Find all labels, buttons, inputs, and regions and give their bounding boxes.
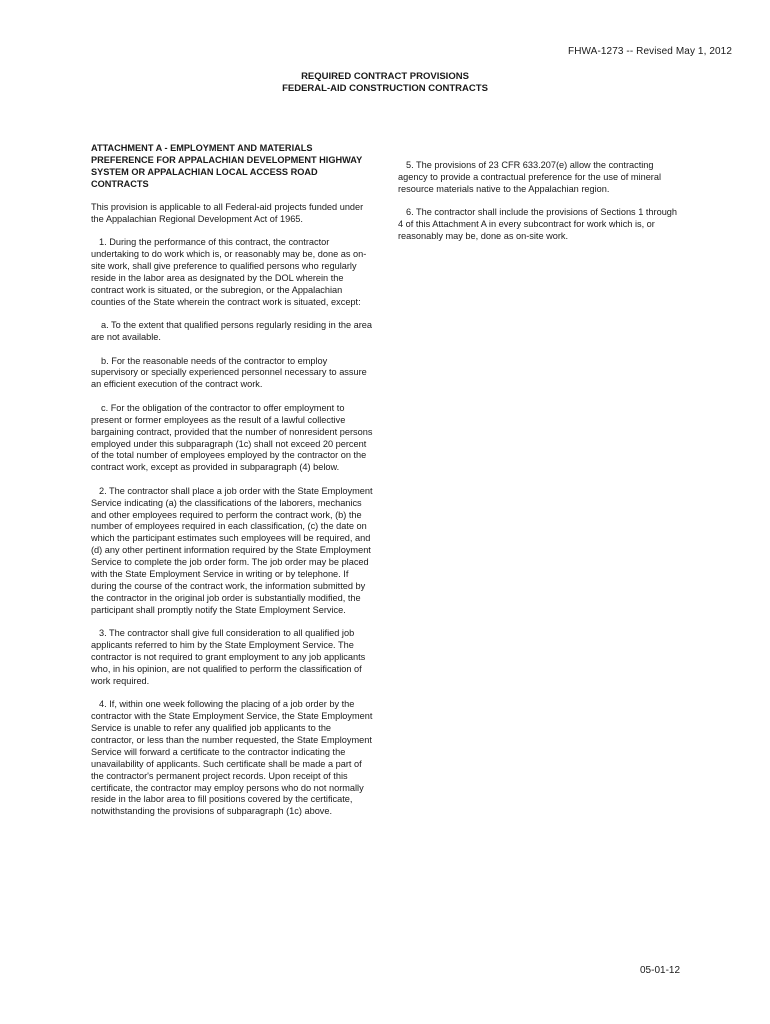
paragraph-1b: b. For the reasonable needs of the contractor to employ supervisory or specially experienced personnel necessary to assure an efficient execution of the contract work. xyxy=(91,355,367,390)
attachment-heading: ATTACHMENT A - EMPLOYMENT AND MATERIALS PREFERENCE FOR APPALACHIAN DEVELOPMENT HIGHWAY SYSTEM OR APPALACHIAN LOCAL ACCESS ROAD CONTRACTS xyxy=(91,143,363,189)
paragraph-5: 5. The provisions of 23 CFR 633.207(e) allow the contracting agency to provide a contractual preference for the use of mineral resource materials native to the Appalachian region. xyxy=(398,160,662,194)
paragraph-2: 2. The contractor shall place a job order with the State Employment Service indicating (a) the classifications of the laborers, mechanics and other employees required to perform the contract work, (b) the number of employees required in each classification, (c) the date on which the participant estimates such employees will be required, and (d) any other pertinent information required by the State Employment Service to complete the job order form. The job order may be placed with the State Employment Service in writing or by telephone. If during the course of the contract work, the information submitted by the contractor in the original job order is substantially modified, the participant shall promptly notify the State Employment Service. xyxy=(91,485,373,615)
footer-date: 05-01-12 xyxy=(640,965,681,976)
paragraph-4: 4. If, within one week following the placing of a job order by the contractor with the State Employment Service, the State Employment Service is unable to refer any qualified job applicants to the contractor, or less than the number requested, the State Employment Service will forward a certificate to the contractor indicating the unavailability of applicants. Such certificate shall be made a part of the contractor's permanent project records. Upon receipt of this certificate, the contractor may employ persons who do not normally reside in the labor area to fill positions covered by the certificate, notwithstanding the provisions of subparagraph (1c) above. xyxy=(91,699,373,817)
paragraph-1: 1. During the performance of this contract, the contractor undertaking to do work which is, or reasonably may be, done as on-site work, shall give preference to qualified persons who regularly reside in the labor area as designated by the DOL wherein the contract work is situated, or the subregion, or the Appalachian counties of the State wherein the contract work is situated, except: xyxy=(91,237,367,307)
document-title xyxy=(0,71,770,95)
title-line-1: REQUIRED CONTRACT PROVISIONS xyxy=(301,71,469,82)
intro-paragraph: This provision is applicable to all Federal-aid projects funded under the Appalachian Regional Development Act of 1965. xyxy=(91,202,364,224)
paragraph-3: 3. The contractor shall give full consideration to all qualified job applicants referred to him by the State Employment Service. The contractor is not required to grant employment to any job applicants who, in his opinion, are not qualified to perform the classification of work required. xyxy=(91,628,366,686)
left-column xyxy=(91,142,375,830)
paragraph-1c: c. For the obligation of the contractor to offer employment to present or former employees as the result of a lawful collective bargaining contract, provided that the number of nonresident persons employed under this subparagraph (1c) shall not exceed 20 percent of the total number of employees employed by the contractor on the contract work, except as provided in subparagraph (4) below. xyxy=(91,402,373,473)
title-line-2: FEDERAL-AID CONSTRUCTION CONTRACTS xyxy=(282,83,488,94)
paragraph-1a: a. To the extent that qualified persons regularly residing in the area are not available. xyxy=(91,320,373,343)
form-identifier: FHWA-1273 -- Revised May 1, 2012 xyxy=(567,46,732,57)
right-column xyxy=(398,160,682,254)
paragraph-6: 6. The contractor shall include the provisions of Sections 1 through 4 of this Attachment A in every subcontract for work which is, or reasonably may be, done as on-site work. xyxy=(398,207,678,242)
